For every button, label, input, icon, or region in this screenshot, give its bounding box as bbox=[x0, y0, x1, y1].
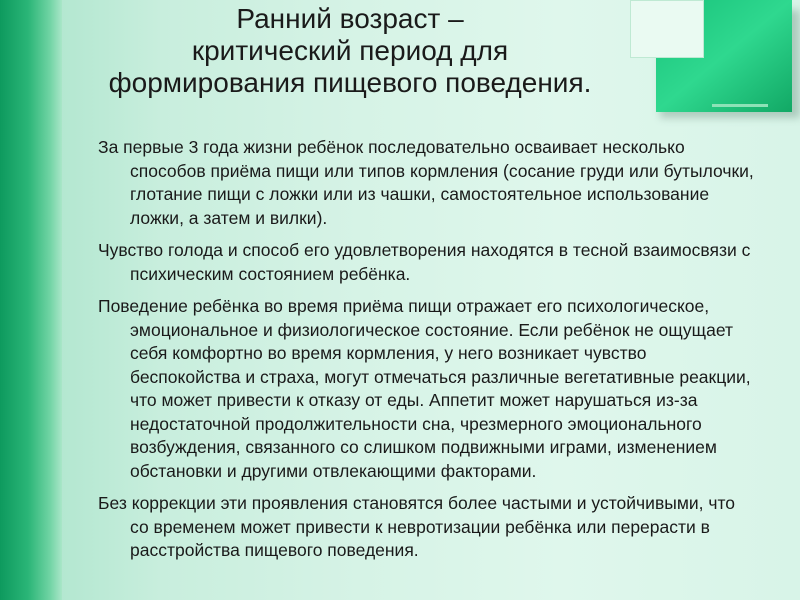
slide-title-line-3: формирования пищевого поведения. bbox=[108, 67, 592, 98]
left-decorative-bar bbox=[0, 0, 62, 600]
body-paragraph-3: Поведение ребёнка во время приёма пищи отражает его психологическое, эмоциональное и физиологическое состояние. Если ребёнок не ощущает себя комфортно во время кормления, у него возникает чувство беспокойства и страха, могут отмечаться различные вегетативные реакции, что может привести к отказу от еды. Аппетит может нарушаться из-за недостаточной продолжительности сна, чрезмерного эмоционального возбуждения, связанного со слишком подвижными играми, изменением обстановки и другими отвлекающими факторами. bbox=[98, 296, 751, 481]
corner-decoration bbox=[630, 0, 800, 120]
slide-title-line-1: Ранний возраст – bbox=[236, 3, 464, 34]
slide-body bbox=[98, 136, 758, 572]
body-paragraph-1: За первые 3 года жизни ребёнок последовательно осваивает несколько способов приёма пищи или типов кормления (сосание груди или бутылочки, глотание пищи с ложки или из чашки, самостоятельное использование ложки, а затем и вилки). bbox=[98, 137, 754, 228]
slide-title-line-2: критический период для bbox=[191, 35, 509, 66]
slide-title bbox=[70, 3, 630, 99]
corner-light-square bbox=[630, 0, 704, 58]
corner-accent-line bbox=[712, 104, 768, 107]
body-paragraph-4: Без коррекции эти проявления становятся более частыми и устойчивыми, что со временем может привести к невротизации ребёнка или перерасти в расстройства пищевого поведения. bbox=[98, 493, 736, 560]
body-paragraph-2: Чувство голода и способ его удовлетворения находятся в тесной взаимосвязи с психическим состоянием ребёнка. bbox=[98, 240, 751, 284]
